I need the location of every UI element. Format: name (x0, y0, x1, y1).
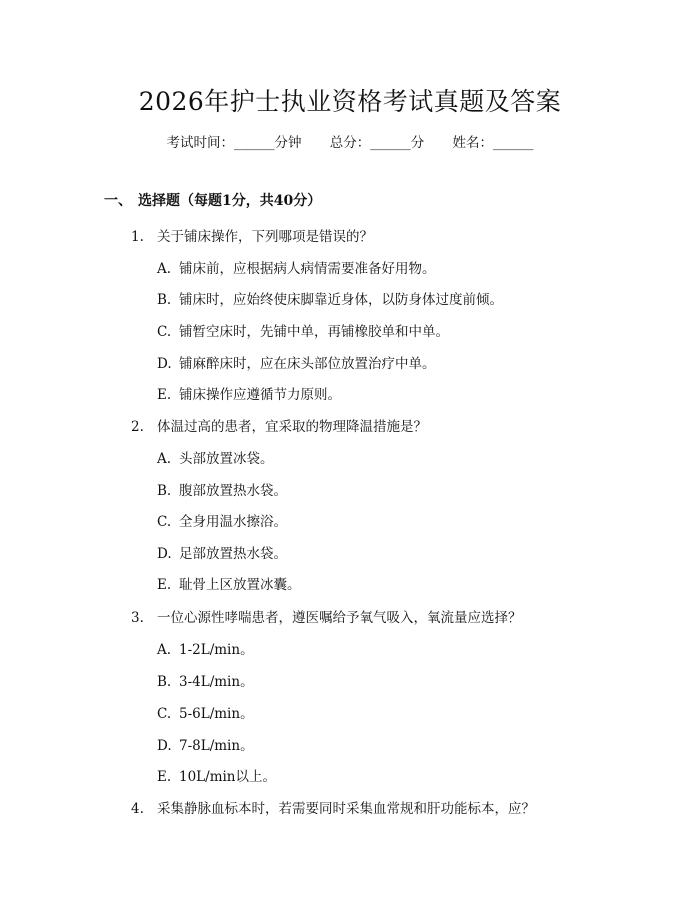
section-title: 选择题（每题1分，共40分） (138, 193, 322, 209)
question-text: 关于铺床操作，下列哪项是错误的？ (157, 229, 373, 245)
option-2a (157, 447, 274, 467)
option-1c (157, 320, 449, 340)
option-text: 10L/min以上。 (179, 769, 277, 785)
option-letter: D. (157, 546, 172, 562)
question-text: 采集静脉血标本时，若需要同时采集血常规和肝功能标本，应？ (157, 801, 535, 817)
option-text: 铺床前，应根据病人病情需要准备好用物。 (179, 261, 436, 277)
option-letter: B. (157, 292, 172, 308)
option-letter: C. (157, 706, 172, 722)
question-3 (131, 606, 522, 626)
option-letter: E. (157, 577, 172, 593)
option-2d (157, 542, 287, 562)
option-1b (157, 288, 503, 308)
option-text: 5-6L/min。 (179, 706, 254, 722)
option-letter: D. (157, 356, 172, 372)
question-4 (131, 797, 535, 817)
question-1 (131, 225, 373, 245)
exam-info-line (0, 131, 700, 151)
option-2e (157, 573, 301, 593)
option-text: 1-2L/min。 (179, 642, 254, 658)
option-text: 铺床操作应遵循节力原则。 (179, 387, 341, 403)
option-text: 头部放置冰袋。 (179, 451, 274, 467)
option-text: 全身用温水擦浴。 (179, 514, 287, 530)
option-3d (157, 734, 254, 754)
option-2b (157, 479, 287, 499)
section-number: 一、 (104, 193, 132, 209)
option-text: 铺麻醉床时，应在床头部位放置治疗中单。 (179, 356, 436, 372)
option-letter: E. (157, 769, 172, 785)
option-letter: C. (157, 324, 172, 340)
option-letter: C. (157, 514, 172, 530)
option-3c (157, 702, 254, 722)
option-3a (157, 638, 254, 658)
option-text: 足部放置热水袋。 (179, 546, 287, 562)
option-letter: E. (157, 387, 172, 403)
question-number: 1. (131, 229, 144, 245)
question-text: 一位心源性哮喘患者，遵医嘱给予氧气吸入，氧流量应选择？ (157, 610, 522, 626)
option-text: 铺床时，应始终使床脚靠近身体，以防身体过度前倾。 (179, 292, 503, 308)
document-title: 2026年护士执业资格考试真题及答案 (138, 87, 562, 116)
option-letter: A. (157, 451, 172, 467)
question-text: 体温过高的患者，宜采取的物理降温措施是？ (157, 419, 427, 435)
option-2c (157, 510, 287, 530)
option-text: 3-4L/min。 (179, 674, 254, 690)
exam-time-field: 考试时间：______分钟 (166, 135, 302, 151)
option-letter: A. (157, 261, 172, 277)
option-3e (157, 765, 276, 785)
option-letter: D. (157, 738, 172, 754)
question-number: 4. (131, 801, 144, 817)
option-1e (157, 383, 341, 403)
option-text: 7-8L/min。 (179, 738, 254, 754)
option-letter: A. (157, 642, 172, 658)
option-1d (157, 352, 436, 372)
student-name-field: 姓名：______ (452, 135, 534, 151)
option-letter: B. (157, 674, 172, 690)
option-text: 腹部放置热水袋。 (179, 483, 287, 499)
option-letter: B. (157, 483, 172, 499)
question-2 (131, 415, 427, 435)
question-number: 3. (131, 610, 144, 626)
section-heading (104, 190, 321, 210)
option-text: 铺暂空床时，先铺中单，再铺橡胶单和中单。 (179, 324, 449, 340)
question-number: 2. (131, 419, 144, 435)
option-1a (157, 257, 436, 277)
option-3b (157, 670, 254, 690)
total-score-field: 总分：______分 (329, 135, 425, 151)
option-text: 耻骨上区放置冰囊。 (179, 577, 301, 593)
